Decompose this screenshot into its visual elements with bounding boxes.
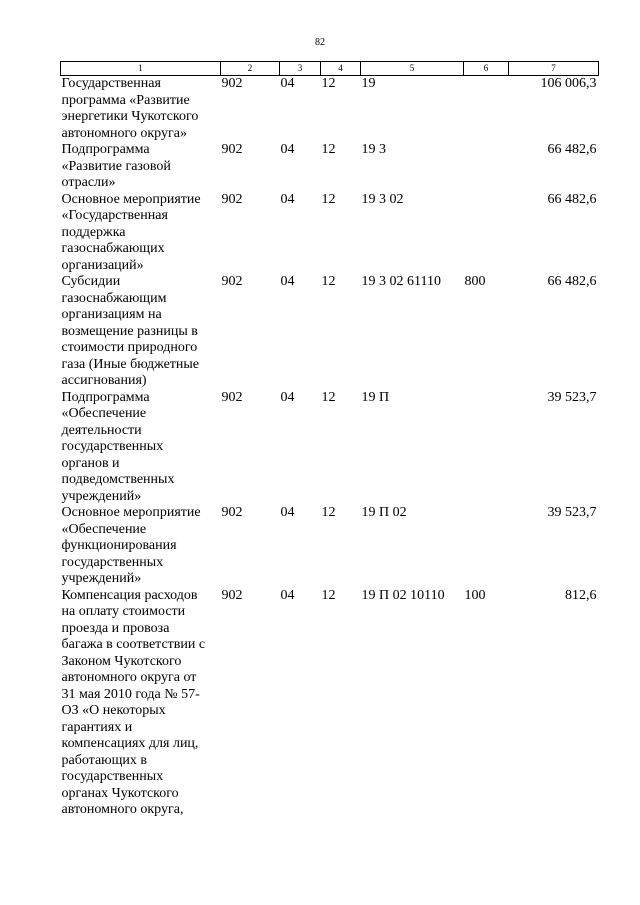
row-vr: 800	[464, 274, 486, 289]
table-row	[61, 274, 599, 390]
row-csr: 19 П 02	[361, 505, 407, 520]
table-row	[61, 192, 599, 275]
row-pr: 12	[321, 587, 336, 603]
row-sum: 39 523,7	[547, 505, 597, 520]
row-sum: 106 006,3	[540, 76, 597, 91]
row-rz: 04	[280, 587, 295, 603]
header-col-1: 1	[61, 62, 221, 76]
row-sum: 66 482,6	[547, 191, 597, 207]
row-rz: 04	[280, 389, 295, 405]
row-csr: 19 3 02 61110	[361, 274, 441, 289]
budget-table	[60, 61, 599, 819]
header-col-7: 7	[509, 62, 599, 76]
row-csr: 19 3	[361, 142, 386, 157]
row-sum: 66 482,6	[547, 274, 597, 289]
table-row	[61, 76, 599, 143]
table-header	[61, 62, 599, 76]
table-row	[61, 390, 599, 506]
row-csr: 19 П 02 10110	[361, 587, 445, 603]
table-body	[61, 76, 599, 819]
row-grbs: 902	[221, 274, 243, 289]
row-grbs: 902	[221, 505, 243, 520]
row-name: Подпрограмма «Обеспечение деятельности государственных органов и подведомственных учреждений»	[61, 389, 175, 504]
row-sum: 812,6	[565, 587, 597, 603]
row-name: Субсидии газоснабжающим организациям на возмещение разницы в стоимости природного газа (Иные бюджетные ассигнования)	[61, 274, 200, 388]
row-vr: 100	[464, 587, 486, 603]
row-grbs: 902	[221, 389, 243, 405]
row-vr	[464, 192, 509, 275]
row-vr	[464, 76, 509, 143]
row-rz: 04	[280, 142, 295, 157]
row-vr	[464, 142, 509, 192]
row-pr: 12	[321, 274, 336, 289]
row-csr: 19 П	[361, 389, 390, 405]
row-rz: 04	[280, 191, 295, 207]
row-pr: 12	[321, 191, 336, 207]
row-grbs: 902	[221, 76, 243, 91]
row-name: Государственная программа «Развитие энергетики Чукотского автономного округа»	[61, 76, 199, 141]
row-pr: 12	[321, 505, 336, 520]
row-grbs: 902	[221, 142, 243, 157]
row-name: Подпрограмма «Развитие газовой отрасли»	[61, 142, 171, 190]
table-row	[61, 142, 599, 192]
row-name: Компенсация расходов на оплату стоимости проезда и провоза багажа в соответствии с Законом Чукотского автономного округа от 31 мая 2010 года № 57- ОЗ «О некоторых гарантиях и компенсациях для лиц, работающих в государственных органах Чукотского автономного округа,	[61, 587, 206, 817]
row-pr: 12	[321, 76, 336, 91]
header-col-2: 2	[221, 62, 280, 76]
table-row	[61, 505, 599, 588]
row-pr: 12	[321, 389, 336, 405]
header-col-5: 5	[361, 62, 464, 76]
header-col-3: 3	[280, 62, 321, 76]
header-col-6: 6	[464, 62, 509, 76]
table-row	[61, 588, 599, 819]
header-col-4: 4	[321, 62, 361, 76]
row-grbs: 902	[221, 587, 243, 603]
row-rz: 04	[280, 505, 295, 520]
row-sum: 39 523,7	[547, 389, 597, 405]
row-vr	[464, 390, 509, 506]
row-sum: 66 482,6	[547, 142, 597, 157]
row-grbs: 902	[221, 191, 243, 207]
row-csr: 19	[361, 76, 376, 91]
row-name: Основное мероприятие «Государственная поддержка газоснабжающих организаций»	[61, 191, 201, 273]
row-csr: 19 3 02	[361, 191, 404, 207]
row-name: Основное мероприятие «Обеспечение функционирования государственных учреждений»	[61, 505, 201, 586]
row-vr	[464, 505, 509, 588]
page-number: 82	[315, 37, 325, 48]
row-rz: 04	[280, 274, 295, 289]
row-pr: 12	[321, 142, 336, 157]
row-rz: 04	[280, 76, 295, 91]
